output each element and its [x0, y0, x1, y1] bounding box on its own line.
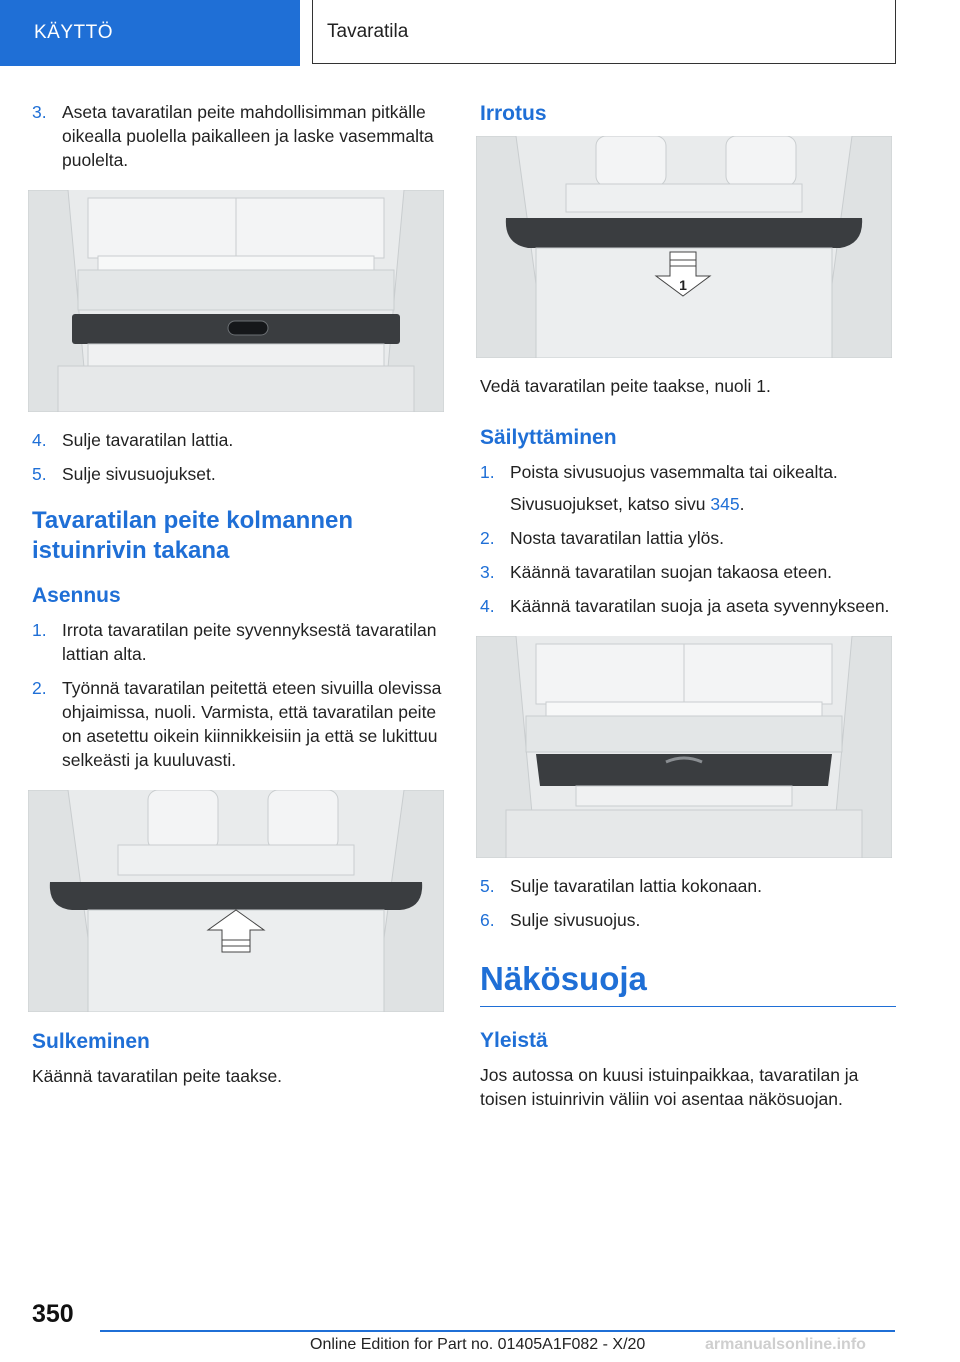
left-column — [32, 100, 448, 1102]
step-number: 3. — [480, 562, 495, 582]
section-label: KÄYTTÖ — [0, 0, 300, 66]
step-text: Sulje sivusuojukset. — [62, 464, 216, 484]
list-item — [32, 428, 448, 452]
list-item — [32, 462, 448, 486]
edition-text: Online Edition for Part no. 01405A1F082 - X/20 — [310, 1336, 646, 1353]
cross-reference — [510, 492, 896, 516]
cargo-illustration — [28, 190, 444, 412]
step-text: Käännä tavaratilan suoja ja aseta syvennykseen. — [510, 596, 890, 616]
step-number: 1. — [480, 462, 495, 482]
list-item — [480, 526, 896, 550]
watermark: armanualsonline.info — [705, 1336, 866, 1353]
step-text: Sulje sivusuojus. — [510, 910, 641, 930]
page-link[interactable]: 345 — [710, 494, 740, 514]
step-text: Aseta tavaratilan peite mahdollisimman pitkälle oikealla puolella paikalleen ja laske vasemmalta puolelta. — [62, 102, 434, 170]
install-heading: Asennus — [32, 584, 121, 607]
arrow-label: 1 — [679, 277, 687, 293]
list-item — [480, 874, 896, 898]
list-item — [480, 908, 896, 932]
cargo-illustration — [28, 790, 444, 1012]
section-heading: Tavaratilan peite kolmannen istuinrivin takana — [32, 507, 353, 564]
page-number: 350 — [32, 1300, 74, 1328]
step-number: 5. — [480, 876, 495, 896]
general-heading: Yleistä — [480, 1029, 548, 1052]
step-number: 5. — [32, 464, 47, 484]
list-item — [32, 618, 448, 666]
step-number: 1. — [32, 620, 47, 640]
list-item — [480, 460, 896, 484]
remove-heading: Irrotus — [480, 102, 547, 125]
step-number: 3. — [32, 102, 47, 122]
footer-divider — [100, 1330, 895, 1332]
ref-text: Sivusuojukset, katso sivu — [510, 494, 711, 514]
step-number: 2. — [32, 678, 47, 698]
figure-stored — [476, 636, 892, 858]
list-item — [32, 676, 448, 772]
step-text: Työnnä tavaratilan peitettä eteen sivuilla olevissa ohjaimissa, nuoli. Varmista, että tavaratilan peite on asetettu oikein kiinnikkeisiin ja että se lukittuu selkeästi ja kuuluvasti. — [62, 678, 442, 770]
step-text: Sulje tavaratilan lattia kokonaan. — [510, 876, 762, 896]
figure-install — [28, 790, 444, 1012]
right-column — [480, 100, 896, 1125]
step-text: Sulje tavaratilan lattia. — [62, 430, 234, 450]
chapter-heading: Näkösuoja — [480, 960, 896, 1007]
step-number: 4. — [480, 596, 495, 616]
list-item — [480, 560, 896, 584]
remove-text: Vedä tavaratilan peite taakse, nuoli 1. — [480, 376, 771, 396]
step-number: 6. — [480, 910, 495, 930]
step-text: Poista sivusuojus vasemmalta tai oikealta. — [510, 462, 838, 482]
step-text: Irrota tavaratilan peite syvennyksestä tavaratilan lattian alta. — [62, 620, 437, 664]
list-item — [32, 100, 448, 172]
step-number: 2. — [480, 528, 495, 548]
storage-heading: Säilyttäminen — [480, 426, 617, 449]
list-item — [480, 594, 896, 618]
step-text: Nosta tavaratilan lattia ylös. — [510, 528, 724, 548]
page-header — [0, 0, 960, 66]
close-text: Käännä tavaratilan peite taakse. — [32, 1066, 283, 1086]
cargo-illustration — [476, 636, 892, 858]
cargo-illustration — [476, 136, 892, 358]
figure-closed-floor — [28, 190, 444, 412]
general-text: Jos autossa on kuusi istuinpaikkaa, tavaratilan ja toisen istuinrivin väliin voi asentaa näkösuojan. — [480, 1065, 859, 1109]
figure-remove — [476, 136, 892, 358]
step-text: Käännä tavaratilan suojan takaosa eteen. — [510, 562, 833, 582]
step-number: 4. — [32, 430, 47, 450]
chapter-label: Tavaratila — [312, 0, 896, 64]
close-heading: Sulkeminen — [32, 1030, 150, 1053]
ref-end: . — [739, 494, 745, 514]
